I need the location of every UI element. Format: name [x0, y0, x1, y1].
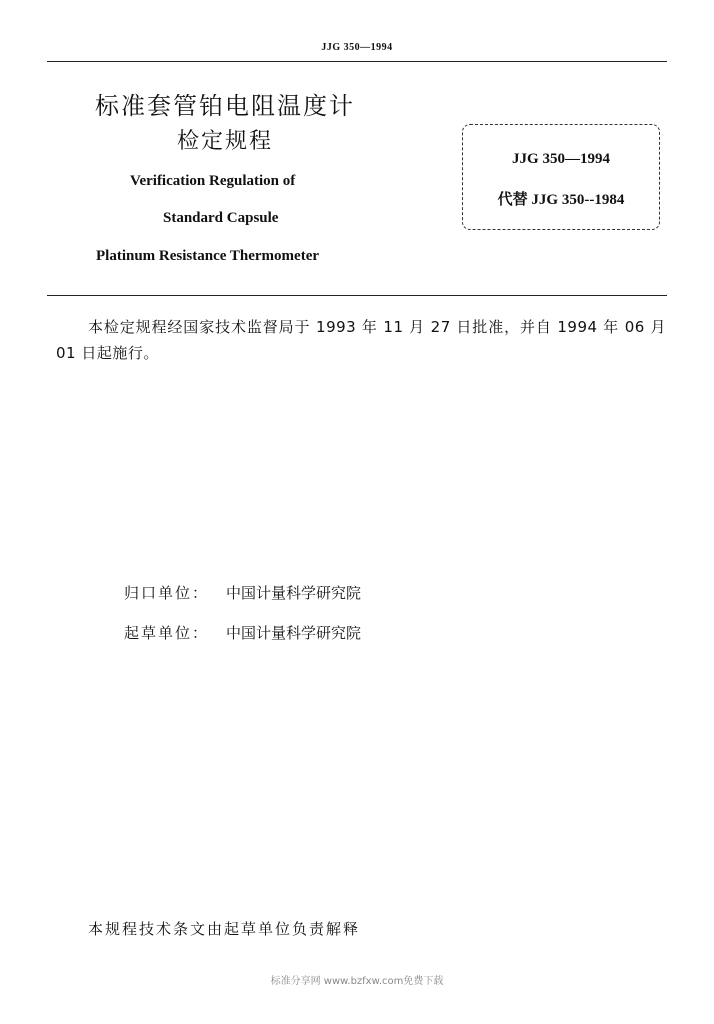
approval-statement: 本检定规程经国家技术监督局于 1993 年 11 月 27 日批准，并自 1994 年 06 月 01 日起施行。 [56, 318, 666, 362]
title-chinese-line-1: 标准套管铂电阻温度计 [95, 92, 355, 120]
title-english-line-3: Platinum Resistance Thermometer [96, 248, 320, 264]
org-row-drafting [124, 622, 361, 643]
header-standard-code: JJG 350—1994 [321, 42, 393, 53]
title-chinese-line-2: 检定规程 [177, 129, 274, 154]
section-divider [47, 295, 667, 296]
org-value: 中国计量科学研究院 [226, 624, 362, 642]
org-label: 起草单位： [124, 624, 210, 642]
interpretation-note: 本规程技术条文由起草单位负责解释 [88, 920, 361, 938]
org-label: 归口单位： [124, 584, 210, 602]
title-english-line-1: Verification Regulation of [130, 173, 296, 189]
standard-number: JJG 350—1994 [512, 151, 610, 167]
header-divider [47, 61, 667, 62]
standard-code-box [462, 124, 660, 230]
replaced-standard: 代替 JJG 350--1984 [497, 192, 625, 208]
org-row-responsible [124, 582, 361, 603]
title-english-line-2: Standard Capsule [163, 210, 279, 226]
watermark: 标准分享网 www.bzfxw.com免费下载 [270, 976, 444, 987]
org-value: 中国计量科学研究院 [226, 584, 362, 602]
